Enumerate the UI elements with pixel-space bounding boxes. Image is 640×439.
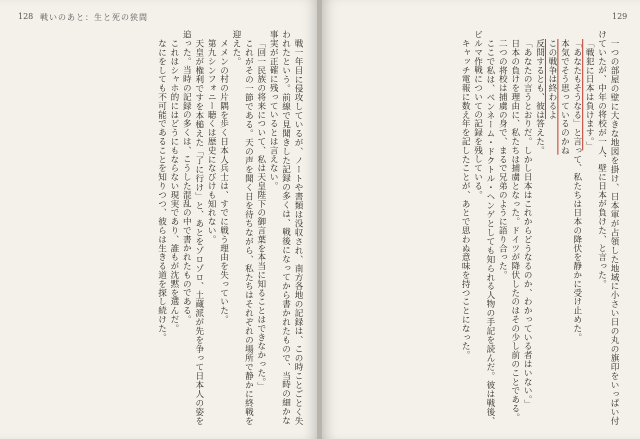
page-number-left: 128 [18, 12, 34, 21]
paragraph: ここで私は、ベンネーム・ドクトル・ヘンゲとしても知られる人物の手記を読んだ。彼は戦後、ビルマ作戦についての記録を残している。 [472, 30, 495, 425]
paragraph: 日本の負けを理由に、私たちは捕虜となった。ドイツが降伏したのはその少し前のことである。 [509, 38, 520, 422]
paragraph: 天皇が権利ですを本槌えた「了に行け」と、あとをゾロゾロ、土蔵派が先を争って日本人の姿を追った。当時の記録の多くは、こうした混乱の中で書かれたものである。 [181, 30, 204, 425]
paragraph: 「あなたの言うとおりだ。しかし日本はこれからどうなるのか、わかっている者はいない。」 [522, 38, 533, 409]
paragraph: 反問するとも、彼は答えた。 [534, 38, 545, 155]
left-page [0, 0, 318, 439]
paragraph: 「回一民族の将来について、私は天皇陛下の御言葉を本当に知ることはできなかった。」 [255, 38, 266, 391]
paragraph: なにをしても不可能であることを知りつつ、彼らは生きる道を探し続けた。 [156, 38, 167, 342]
paragraph: 戦一年目に侵攻しているが、ノートや書類は没収され、南方各地の記録は、この時ことごとく失われたという。前線で見聞きした記録の多くは、戦後になってから書かれたもので、当時の細かな事実が正確に残っているとは言えない。 [268, 30, 303, 425]
underlined-quote: 本気でそう思っているのかね [559, 38, 570, 155]
running-head: 戦いのあと：生と死の狭間 [40, 13, 148, 22]
paragraph: キャッチ電報に数え年を記したことが、あとで思わぬ意味を持つことになった。 [460, 38, 471, 359]
left-body-text [34, 30, 304, 425]
paragraph: 一つの部屋の壁に大きな地図を掛け、日本軍が占領した地域に小さい日の丸の旗印をいっぱい付けていたが、中年の将校が一人、壁に日本が負けた、と言った。 [596, 30, 619, 425]
paragraph: メメンの村の片隅を歩く日本人兵士は、すでに戦う理由を失っていた。 [218, 38, 229, 324]
right-page [322, 0, 640, 439]
paragraph: 「あなたもそうなる」と言って、私たちは日本の降伏を静かに受け止めた。 [571, 38, 582, 342]
paragraph: これはシャホ的にはどうにもならない現実であり、誰もが沈黙を選んだ。 [168, 38, 179, 333]
page-number-right: 129 [612, 12, 628, 21]
paragraph: これがその一節である。天の声を聞く日を待ちながら、私たちはそれぞれの場所で静かに終戦を迎えた。 [230, 30, 254, 425]
underlined-quote: この戦争は終わるよ [546, 38, 557, 119]
right-body-text [344, 30, 620, 425]
underlined-quote: 「戦犯に日本は負けます。」 [584, 38, 595, 150]
paragraph: 二つの将校は捕虜の身で、まるで兄弟のように語り合った。 [497, 38, 508, 279]
paragraph: 第九シンフォニー聴くは歴史になびけも知れない。 [206, 38, 217, 244]
